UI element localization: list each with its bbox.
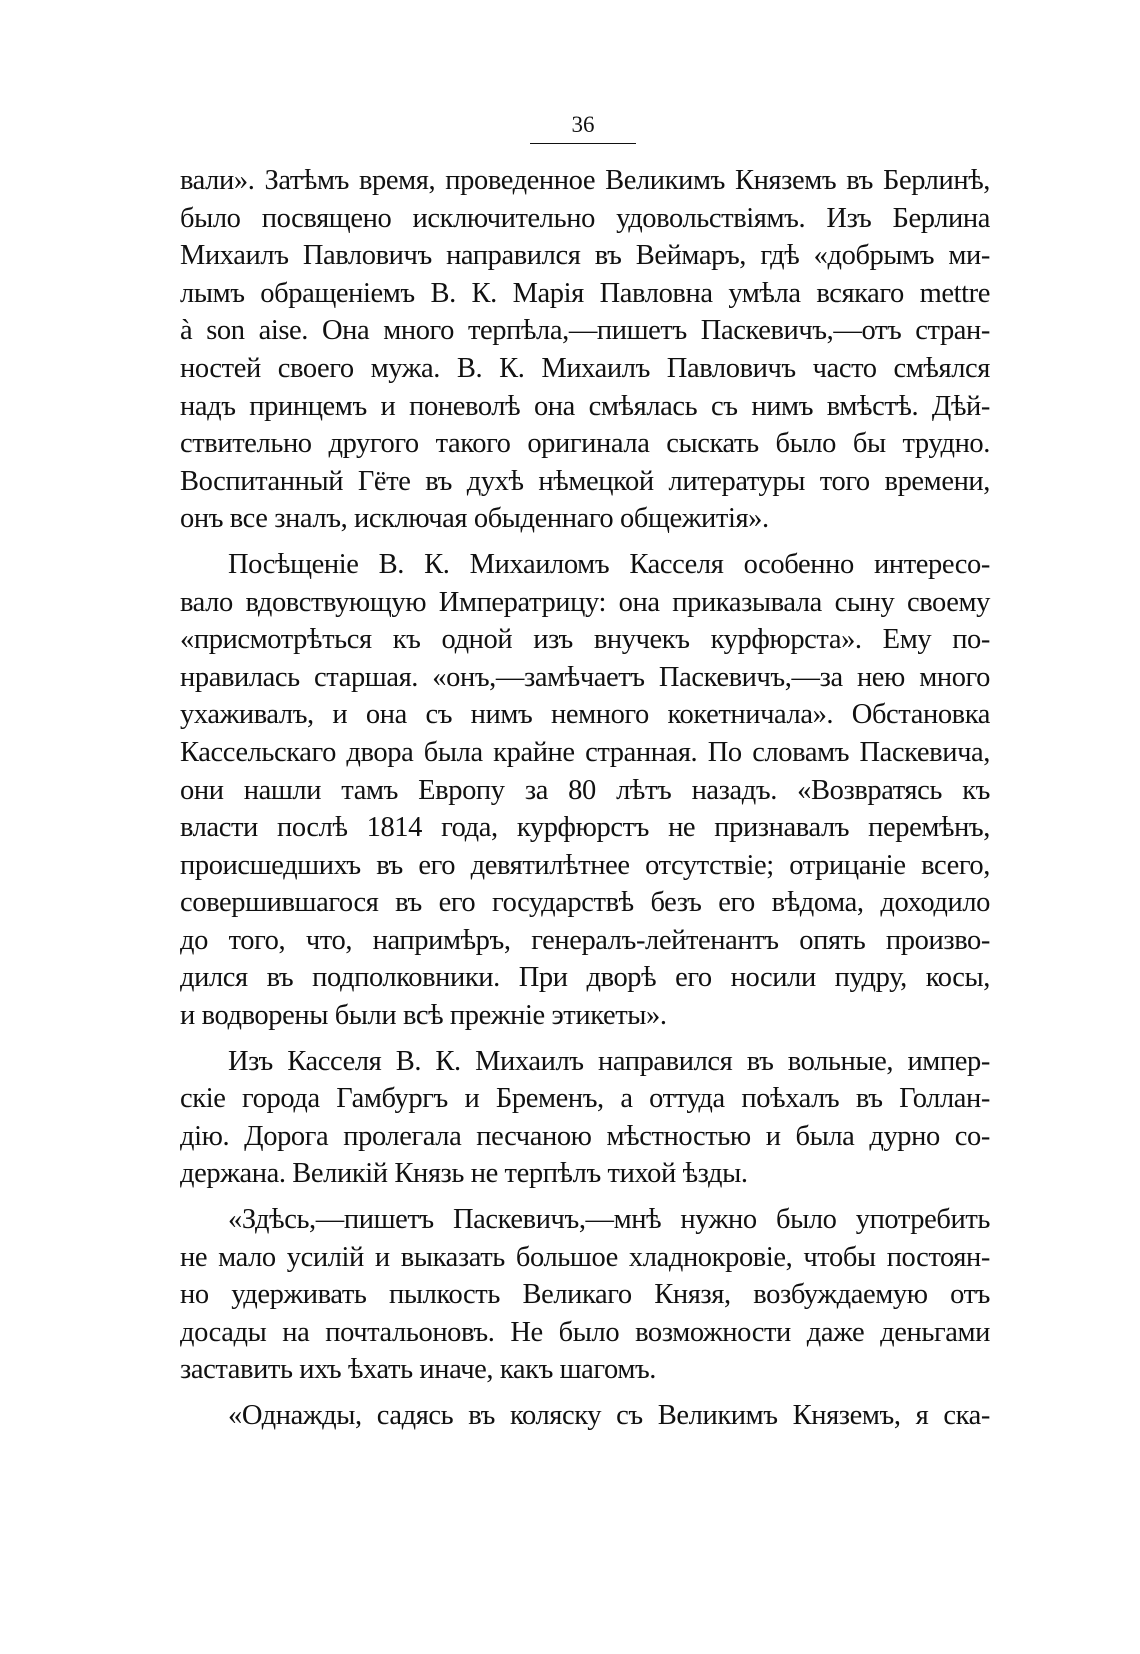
text-line: Воспитанный Гёте въ духѣ нѣмецкой литературы того времени, bbox=[180, 465, 990, 497]
text-line: дился въ подполковники. При дворѣ его носили пудру, косы, bbox=[180, 962, 990, 994]
text-line: à son aise. Она много терпѣла,—пишетъ Паскевичъ,—отъ стран- bbox=[180, 315, 990, 347]
text-line: власти послѣ 1814 года, курфюрстъ не признавалъ перемѣнъ, bbox=[180, 812, 990, 844]
text-line: «присмотрѣться къ одной изъ внучекъ курфюрста». Ему по- bbox=[180, 624, 990, 656]
text-line: лымъ обращеніемъ В. К. Марія Павловна умѣла всякаго mettre bbox=[180, 277, 990, 309]
text-line: вали». Затѣмъ время, проведенное Великимъ Княземъ въ Берлинѣ, bbox=[180, 165, 990, 196]
text-line: Кассельскаго двора была крайне странная. По словамъ Паскевича, bbox=[180, 736, 990, 768]
paragraph-4 bbox=[180, 1201, 990, 1389]
text-line: нравилась старшая. «онъ,—замѣчаетъ Паскевичъ,—за нею много bbox=[180, 661, 990, 693]
text-line: ухаживалъ, и она съ нимъ немного кокетничала». Обстановка bbox=[180, 699, 990, 731]
text-line: до того, что, напримѣръ, генералъ-лейтенантъ опять произво- bbox=[180, 924, 990, 956]
text-line: они нашли тамъ Европу за 80 лѣтъ назадъ. «Возвратясь къ bbox=[180, 774, 990, 806]
body-text bbox=[180, 162, 990, 1435]
paragraph-5 bbox=[180, 1397, 990, 1435]
text-line: держана. Великій Князь не терпѣлъ тихой ѣзды. bbox=[180, 1158, 748, 1190]
paragraph-3 bbox=[180, 1043, 990, 1193]
text-line: надъ принцемъ и поневолѣ она смѣялась съ нимъ вмѣстѣ. Дѣй- bbox=[180, 390, 990, 422]
paragraph-1 bbox=[180, 162, 990, 538]
text-line: досады на почтальоновъ. Не было возможности даже деньгами bbox=[180, 1316, 990, 1348]
text-line: Изъ Касселя В. К. Михаилъ направился въ вольные, импер- bbox=[228, 1045, 990, 1077]
text-line: совершившагося въ его государствѣ безъ его вѣдома, доходило bbox=[180, 887, 990, 919]
text-line: Посѣщеніе В. К. Михаиломъ Касселя особенно интересо- bbox=[228, 548, 990, 580]
text-line: но удерживать пылкость Великаго Князя, возбуждаемую отъ bbox=[180, 1279, 990, 1311]
text-line: заставить ихъ ѣхать иначе, какъ шагомъ. bbox=[180, 1354, 657, 1386]
paragraph-2 bbox=[180, 546, 990, 1035]
page-number: 36 bbox=[530, 112, 636, 144]
text-line: не мало усилій и выказать большое хладнокровіе, чтобы постоян- bbox=[180, 1241, 990, 1273]
text-line: онъ все зналъ, исключая обыденнаго общежитія». bbox=[180, 503, 769, 535]
text-line: происшедшихъ въ его девятилѣтнее отсутствіе; отрицаніе всего, bbox=[180, 849, 990, 881]
text-line: и водворены были всѣ прежніе этикеты». bbox=[180, 1000, 667, 1032]
text-line: вало вдовствующую Императрицу: она приказывала сыну своему bbox=[180, 586, 990, 618]
text-line: было посвящено исключительно удовольствіямъ. Изъ Берлина bbox=[180, 202, 990, 234]
text-line: ствительно другого такого оригинала сыскать было бы трудно. bbox=[180, 428, 990, 460]
text-line: ностей своего мужа. В. К. Михаилъ Павловичъ часто смѣялся bbox=[180, 352, 990, 384]
text-line: дію. Дорога пролегала песчаною мѣстностью и была дурно со- bbox=[180, 1120, 990, 1152]
text-line: Михаилъ Павловичъ направился въ Веймаръ, гдѣ «добрымъ ми- bbox=[180, 240, 990, 272]
text-line: «Здѣсь,—пишетъ Паскевичъ,—мнѣ нужно было употребить bbox=[228, 1204, 990, 1236]
text-line: скіе города Гамбургъ и Бременъ, а оттуда поѣхалъ въ Голлан- bbox=[180, 1083, 990, 1115]
text-line: «Однажды, садясь въ коляску съ Великимъ Княземъ, я ска- bbox=[228, 1400, 990, 1431]
